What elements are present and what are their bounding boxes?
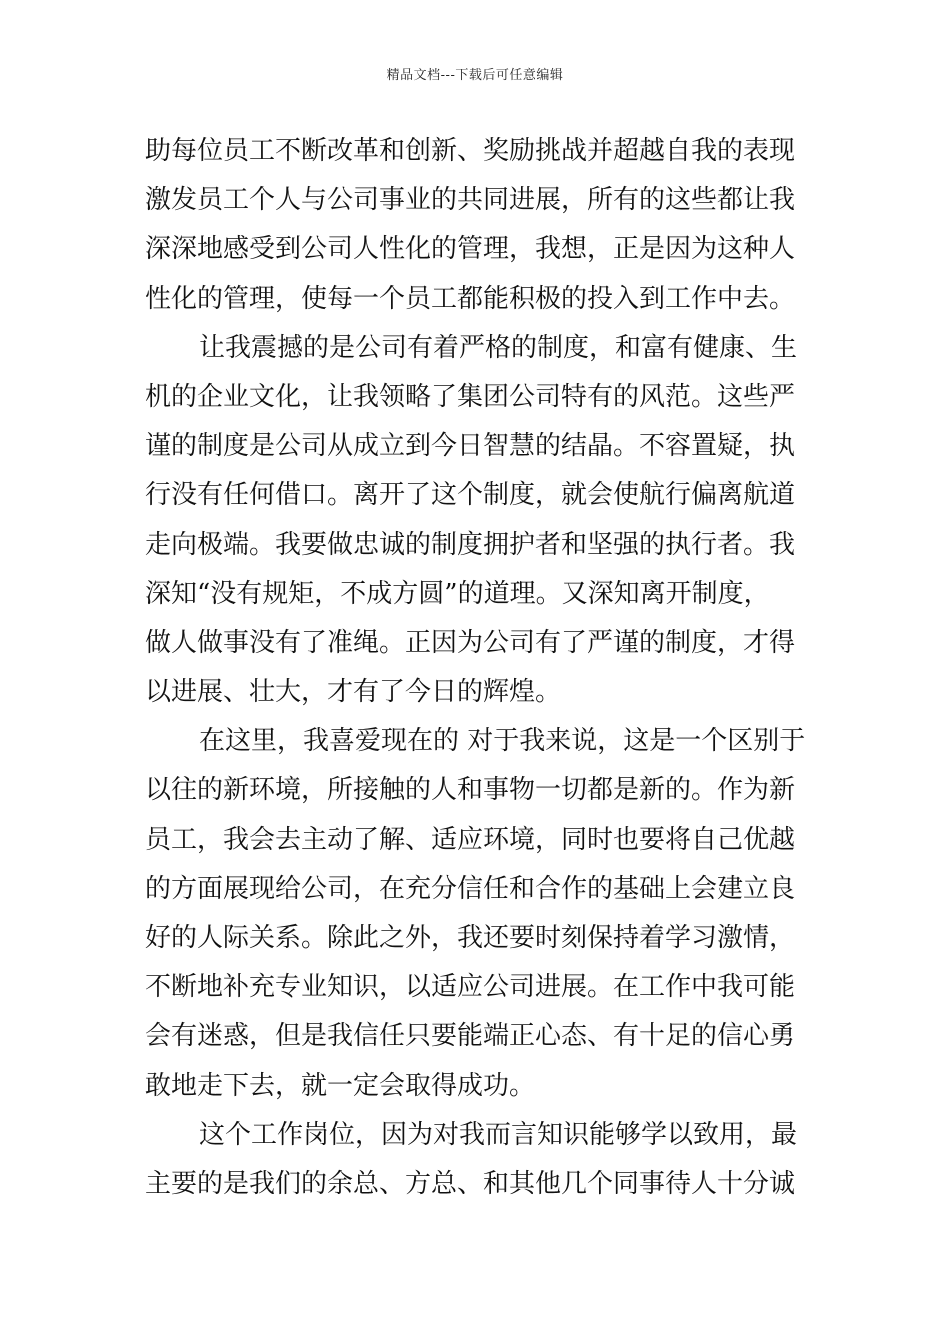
text-line: 这个工作岗位，因为对我而言知识能够学以致用，最	[199, 1119, 798, 1150]
document-body	[145, 127, 810, 1209]
paragraph	[145, 324, 810, 718]
text-line: 员工，我会去主动了解、适应环境，同时也要将自己优越	[145, 824, 796, 855]
paragraph	[145, 717, 810, 1111]
text-line: 敢地走下去，就一定会取得成功。	[145, 1070, 536, 1101]
paragraph	[145, 1111, 810, 1209]
text-line: 走向极端。我要做忠诚的制度拥护者和坚强的执行者。我	[145, 529, 796, 560]
text-line: 行没有任何借口。离开了这个制度，就会使航行偏离航道	[145, 480, 796, 511]
text-line: 谨的制度是公司从成立到今日智慧的结晶。不容置疑，执	[145, 431, 796, 462]
text-line: 性化的管理，使每一个员工都能积极的投入到工作中去。	[145, 283, 796, 314]
text-line: 深深地感受到公司人性化的管理，我想，正是因为这种人	[145, 234, 796, 265]
page-header: 精品文档---下载后可任意编辑	[386, 68, 564, 83]
text-line: 让我震撼的是公司有着严格的制度，和富有健康、生	[199, 332, 798, 363]
text-line: 不断地补充专业知识，以适应公司进展。在工作中我可能	[145, 972, 796, 1003]
text-line: 主要的是我们的余总、方总、和其他几个同事待人十分诚	[145, 1168, 796, 1199]
text-line: 以往的新环境，所接触的人和事物一切都是新的。作为新	[145, 775, 796, 806]
text-line: 以进展、壮大，才有了今日的辉煌。	[145, 677, 562, 708]
text-line: 做人做事没有了准绳。正因为公司有了严谨的制度，才得	[145, 627, 796, 658]
paragraph	[145, 127, 810, 324]
text-line: 激发员工个人与公司事业的共同进展，所有的这些都让我	[145, 185, 796, 216]
text-line: 的方面展现给公司，在充分信任和合作的基础上会建立良	[145, 873, 796, 904]
text-line: 好的人际关系。除此之外，我还要时刻保持着学习激情，	[145, 923, 796, 953]
text-line: 机的企业文化，让我领略了集团公司特有的风范。这些严	[145, 381, 796, 412]
text-line: 会有迷惑，但是我信任只要能端正心态、有十足的信心勇	[145, 1021, 796, 1052]
text-line: 在这里，我喜爱现在的 对于我来说，这是一个区别于	[199, 726, 806, 757]
text-line: 深知“没有规矩，不成方圆”的道理。又深知离开制度，	[145, 578, 770, 609]
text-line: 助每位员工不断改革和创新、奖励挑战并超越自我的表现	[145, 136, 796, 166]
